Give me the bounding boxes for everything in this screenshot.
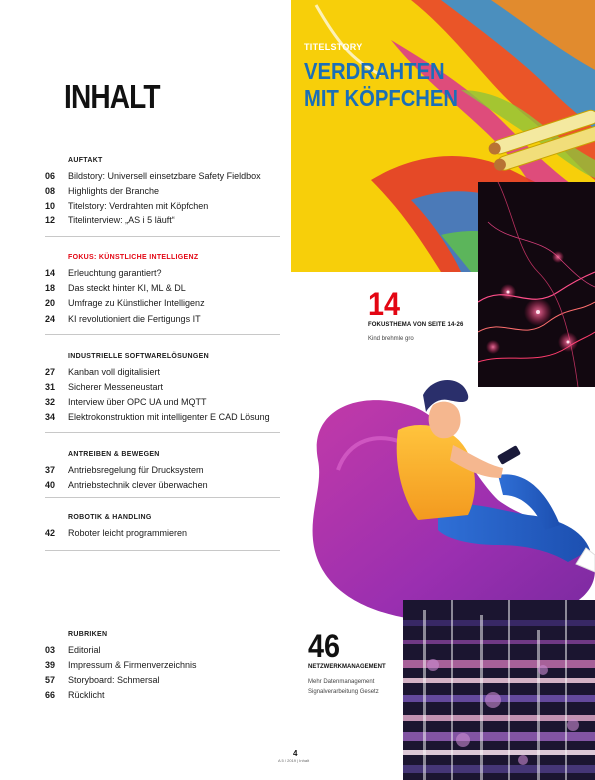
focus-label: FOKUSTHEMA VON SEITE 14-26	[368, 322, 464, 328]
focus-subtitle: Kind brehmle gro	[368, 336, 414, 342]
section-heading: RUBRIKEN	[68, 631, 108, 638]
toc-entry[interactable]	[45, 411, 280, 423]
toc-title: Impressum & Firmenverzeichnis	[68, 660, 197, 670]
toc-page-number: 18	[45, 283, 56, 293]
network-label: NETZWERKMANAGEMENT	[308, 664, 386, 670]
toc-entry[interactable]	[45, 214, 280, 226]
toc-page-number: 08	[45, 186, 56, 196]
toc-title: Storyboard: Schmersal	[68, 675, 160, 685]
toc-entry[interactable]	[45, 527, 280, 539]
section-divider	[45, 334, 280, 335]
toc-title: Titelstory: Verdrahten mit Köpfchen	[68, 201, 209, 211]
toc-title: Roboter leicht programmieren	[68, 528, 188, 538]
toc-title: Rücklicht	[68, 690, 105, 700]
toc-entry[interactable]	[45, 366, 280, 378]
toc-entry[interactable]	[45, 170, 280, 182]
toc-title: Interview über OPC UA und MQTT	[68, 397, 207, 407]
toc-entry[interactable]	[45, 659, 280, 671]
page-footer-text: A 5 / 2019 | Inhalt	[278, 758, 310, 763]
section-heading: INDUSTRIELLE SOFTWARELÖSUNGEN	[68, 353, 209, 360]
cover-headline-line-2: MIT KÖPFCHEN	[304, 85, 459, 111]
section-heading: AUFTAKT	[68, 157, 103, 164]
toc-page-number: 31	[45, 382, 56, 392]
toc-entry[interactable]	[45, 313, 280, 325]
network-number: 46	[308, 628, 341, 664]
toc-entry[interactable]	[45, 200, 280, 212]
toc-entry[interactable]	[45, 479, 280, 491]
toc-title: Erleuchtung garantiert?	[68, 268, 162, 278]
toc-page-number: 57	[45, 675, 56, 685]
section-divider	[45, 432, 280, 433]
toc-page-number: 39	[45, 660, 56, 670]
toc-title: Umfrage zu Künstlicher Intelligenz	[68, 298, 205, 308]
network-glitch-image	[403, 600, 595, 780]
toc-page-number: 06	[45, 171, 56, 181]
toc-title: Elektrokonstruktion mit intelligenter E CAD Lösung	[68, 412, 270, 422]
toc-entry[interactable]	[45, 185, 280, 197]
toc-page-number: 27	[45, 367, 56, 377]
toc-entry[interactable]	[45, 674, 280, 686]
toc-page-number: 24	[45, 314, 56, 324]
toc-page-number: 10	[45, 201, 56, 211]
toc-entry[interactable]	[45, 381, 280, 393]
toc-title: Editorial	[68, 645, 101, 655]
toc-entry[interactable]	[45, 282, 280, 294]
network-subtitle: Mehr Datenmanagement Signalverarbeitung Gesetz	[308, 679, 379, 695]
toc-title: Bildstory: Universell einsetzbare Safety Fieldbox	[68, 171, 261, 181]
section-divider	[45, 236, 280, 237]
cover-headline	[304, 58, 458, 112]
toc-page-number: 03	[45, 645, 56, 655]
toc-entry[interactable]	[45, 464, 280, 476]
cover-headline-line-1: VERDRAHTEN	[304, 58, 445, 84]
toc-entry[interactable]	[45, 267, 280, 279]
toc-title: Das steckt hinter KI, ML & DL	[68, 283, 186, 293]
toc-entry[interactable]	[45, 644, 280, 656]
person-beanbag-illustration	[298, 350, 595, 625]
section-heading: ROBOTIK & HANDLING	[68, 514, 152, 521]
toc-title: Sicherer Messeneustart	[68, 382, 164, 392]
cover-kicker: TITELSTORY	[304, 42, 363, 52]
section-divider	[45, 550, 280, 551]
toc-page-number: 14	[45, 268, 56, 278]
section-divider	[45, 497, 280, 498]
toc-entry[interactable]	[45, 396, 280, 408]
toc-page-number: 42	[45, 528, 56, 538]
toc-page-number: 32	[45, 397, 56, 407]
toc-title: Antriebstechnik clever überwachen	[68, 480, 208, 490]
toc-title: KI revolutioniert die Fertigungs IT	[68, 314, 201, 324]
page-number: 4	[293, 749, 298, 758]
toc-title: Kanban voll digitalisiert	[68, 367, 161, 377]
toc-page-number: 20	[45, 298, 56, 308]
toc-title: Antriebsregelung für Drucksystem	[68, 465, 204, 475]
toc-title: Highlights der Branche	[68, 186, 160, 196]
toc-page-number: 34	[45, 412, 56, 422]
toc-page-number: 37	[45, 465, 56, 475]
toc-page-number: 40	[45, 480, 56, 490]
toc-page-number: 66	[45, 690, 56, 700]
toc-entry[interactable]	[45, 297, 280, 309]
toc-page-number: 12	[45, 215, 56, 225]
focus-number: 14	[368, 286, 401, 322]
section-heading: FOKUS: KÜNSTLICHE INTELLIGENZ	[68, 254, 199, 261]
section-heading: ANTREIBEN & BEWEGEN	[68, 451, 160, 458]
page-title: INHALT	[64, 78, 160, 115]
toc-title: Titelinterview: „AS i 5 läuft“	[68, 215, 175, 225]
toc-entry[interactable]	[45, 689, 280, 701]
glitch-pattern	[403, 600, 595, 780]
